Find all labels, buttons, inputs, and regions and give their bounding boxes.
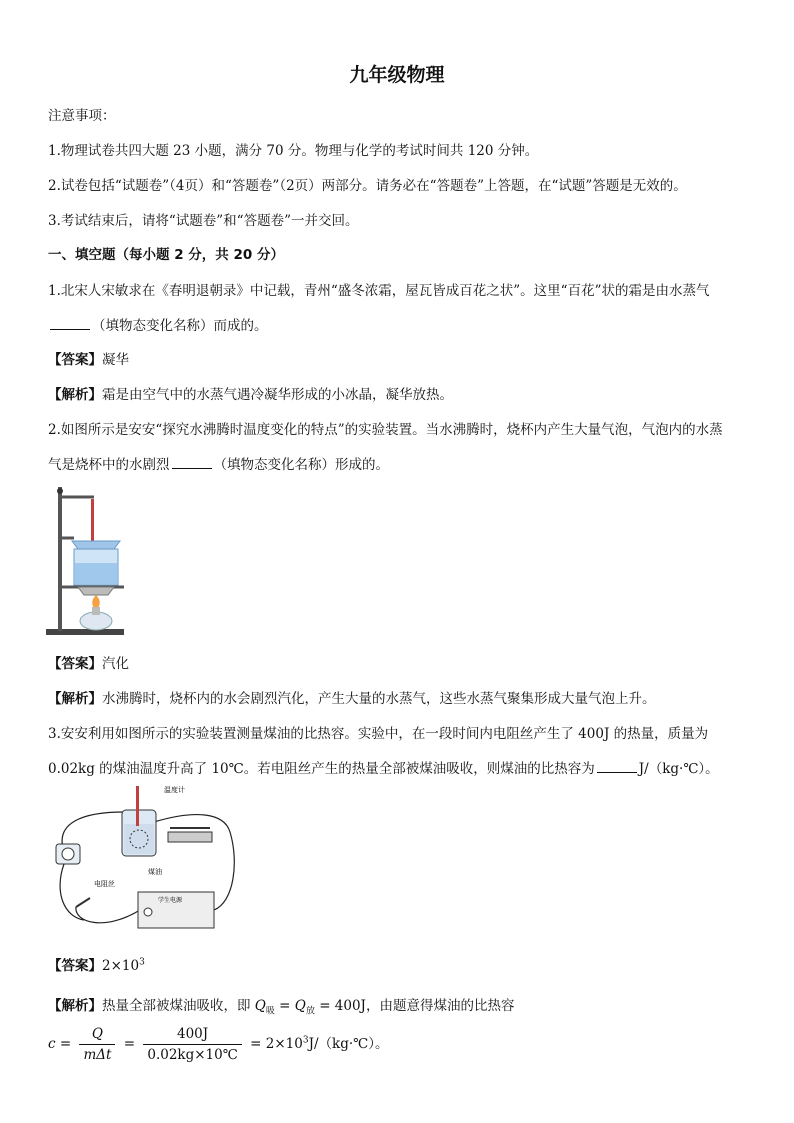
label-power: 学生电源	[158, 897, 183, 904]
fraction-2-den: 0.02kg×10℃	[147, 1047, 238, 1063]
analysis-tag: 【解析】	[48, 998, 102, 1014]
switch	[76, 898, 90, 907]
q3-analysis: 【解析】热量全部被煤油吸收，即 $Q_吸 = Q_放 = 400J$，由题意得煤油的比热容	[48, 998, 515, 1017]
label-thermometer: 温度计	[164, 786, 185, 794]
stand-rod	[58, 487, 62, 631]
formula-rhs-exp: 3	[302, 1035, 309, 1046]
analysis-text-a: 热量全部被煤油吸收，即	[102, 998, 251, 1014]
fraction-1-den: mΔt	[83, 1047, 112, 1063]
answer-tag: 【答案】	[48, 352, 102, 368]
q3-line2a: 0.02kg 的煤油温度升高了 10℃。若电阻丝产生的热量全部被煤油吸收，则煤油的比热容为	[48, 761, 595, 777]
q-release-sub: 放	[305, 1006, 315, 1017]
note-1: 1.物理试卷共四大题 23 小题，满分 70 分。物理与化学的考试时间共 120 分钟。	[48, 143, 539, 159]
q1-line2	[48, 314, 268, 334]
notes-heading: 注意事项：	[48, 108, 116, 124]
q1-answer	[48, 348, 129, 368]
q2-line2	[48, 453, 389, 473]
analysis-text: 水沸腾时，烧杯内的水会剧烈汽化，产生大量的水蒸气，这些水蒸气聚集形成大量气泡上升。	[102, 691, 656, 707]
thermometer	[136, 786, 139, 826]
fraction-2-num: 400J	[143, 1026, 241, 1045]
formula-unit: J/（kg·℃）。	[308, 1036, 389, 1052]
q-absorb-sub: 吸	[265, 1006, 275, 1017]
formula: c = $\frac{Q}{\text{mΔt}}$ = $\frac{400J}{0.02kg\times 10℃}$ = $2\times 10^3J/(kg\cdot℃)$。	[48, 1026, 389, 1063]
label-resistor: 电阻丝	[94, 880, 115, 888]
q2-line2a: 气是烧杯中的水剧烈	[48, 457, 170, 473]
flame	[92, 595, 100, 609]
q3-line2b: J/（kg·℃）。	[638, 761, 719, 777]
formula-lhs: c =	[48, 1036, 72, 1052]
analysis-text-b: ，由题意得煤油的比热容	[365, 998, 515, 1014]
stand-base	[46, 629, 124, 635]
fraction-2	[143, 1026, 241, 1063]
answer-blank	[597, 760, 637, 773]
answer-exponent: 3	[139, 957, 145, 968]
q3-line2	[48, 757, 719, 777]
q1-line1: 1.北宋人宋敏求在《春明退朝录》中记载，青州“盛冬浓霜，屋瓦皆成百花之状”。这里“百花”状的霜是由水蒸气	[48, 283, 710, 299]
note-2: 2.试卷包括“试题卷”（4页）和“答题卷”（2页）两部分。请务必在“答题卷”上答题，在“试题”答题是无效的。	[48, 178, 687, 194]
q2-line2b: （填物态变化名称）形成的。	[213, 457, 389, 473]
answer-tag: 【答案】	[48, 958, 102, 974]
q3-answer	[48, 954, 145, 974]
q2-line1: 2.如图所示是安安“探究水沸腾时温度变化的特点”的实验装置。当水沸腾时，烧杯内产生大量气泡，气泡内的水蒸	[48, 422, 723, 438]
rheostat	[168, 832, 212, 842]
label-kerosene: 煤油	[148, 868, 162, 876]
q3-line1: 3.安安利用如图所示的实验装置测量煤油的比热容。实验中，在一段时间内电阻丝产生了 400J 的热量，质量为	[48, 726, 709, 742]
answer-text: 汽化	[102, 656, 129, 672]
section-heading: 一、填空题（每小题 2 分，共 20 分）	[48, 247, 284, 263]
q2-answer	[48, 652, 129, 672]
boiling-apparatus-figure	[44, 483, 134, 638]
answer-tag: 【答案】	[48, 656, 102, 672]
analysis-tag: 【解析】	[48, 387, 102, 403]
fraction-1	[79, 1026, 115, 1063]
q1-line2-text: （填物态变化名称）而成的。	[92, 318, 268, 334]
q-absorb: Q	[254, 998, 266, 1014]
q2-analysis	[48, 687, 656, 707]
formula-rhs: = 2×10	[250, 1036, 303, 1052]
q1-analysis	[48, 383, 453, 403]
analysis-eq: = 400J	[319, 998, 366, 1014]
answer-text: 凝华	[102, 352, 129, 368]
q-release: Q	[294, 998, 306, 1014]
fraction-1-num: Q	[79, 1026, 115, 1045]
page-title: 九年级物理	[349, 64, 445, 86]
answer-base: 2×10	[102, 958, 140, 974]
circuit-figure	[44, 782, 240, 942]
note-3: 3.考试结束后，请将“试题卷”和“答题卷”一并交回。	[48, 213, 359, 229]
analysis-tag: 【解析】	[48, 691, 102, 707]
answer-blank	[50, 317, 90, 330]
analysis-text: 霜是由空气中的水蒸气遇冷凝华形成的小冰晶，凝华放热。	[102, 387, 453, 403]
answer-blank	[172, 456, 212, 469]
